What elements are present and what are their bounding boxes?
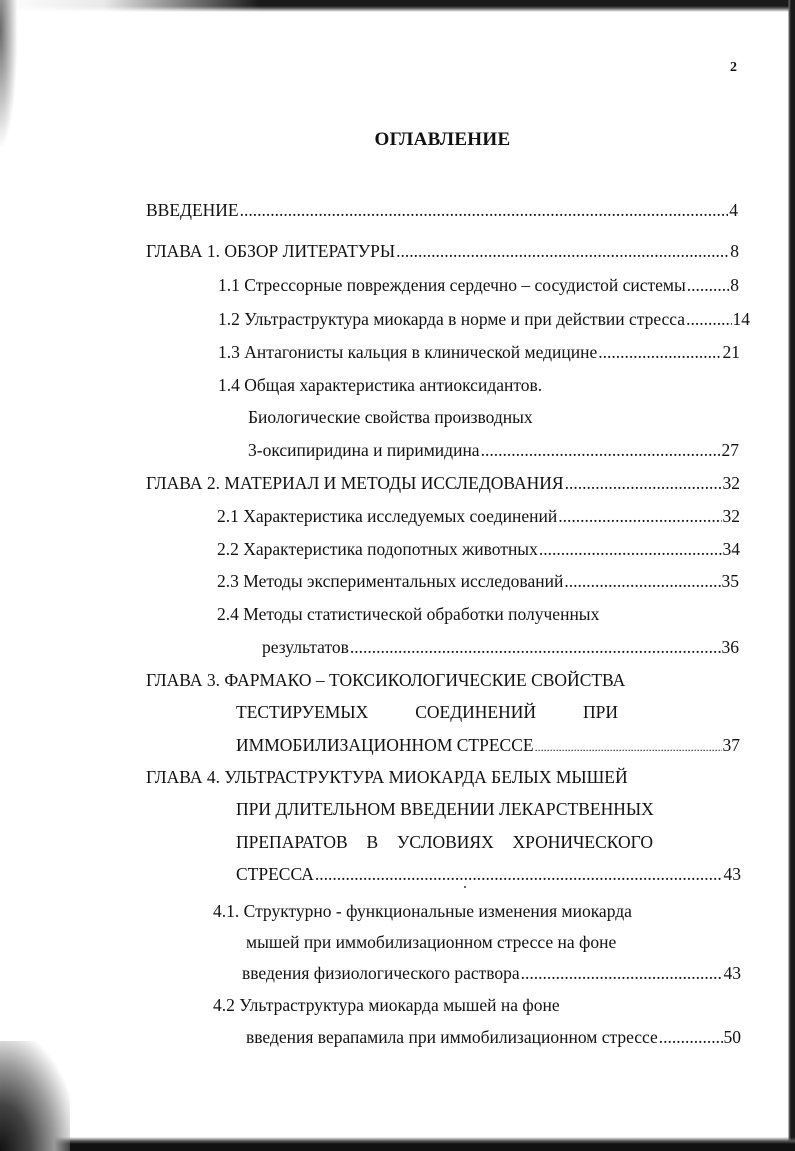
toc-leader-dots [564,570,720,592]
toc-entry-4-1-line-2[interactable]: мышей при иммобилизационном стрессе на фоне [246,932,617,952]
toc-leader-dots [687,274,729,296]
scan-edge-bottom [0,1137,795,1151]
toc-leader-dots [521,962,723,984]
toc-leader-dots [659,1026,723,1048]
toc-leader-dots [686,308,731,330]
toc-leader-dots [240,199,729,221]
toc-entry-text: 2.3 Методы экспериментальных исследований [217,571,564,591]
toc-leader-dots [539,538,722,560]
toc-page-number: 32 [722,506,740,526]
toc-entry-2-4-line-1[interactable]: 2.4 Методы статистической обработки полученных [217,604,600,624]
toc-page-number: 37 [722,735,740,755]
toc-entry-1-1[interactable] [218,274,739,296]
scan-shadow-left-bottom [0,1041,70,1151]
toc-entry-text: ВВЕДЕНИЕ [146,200,239,220]
toc-page-number: 36 [721,637,739,657]
toc-word: УСЛОВИЯХ [396,832,494,852]
toc-entry-text: введения физиологического раствора [242,963,520,983]
toc-entry-chapter-1[interactable] [146,240,739,262]
toc-leader-dots [558,505,721,527]
toc-entry-2-4-line-2[interactable] [262,636,739,658]
toc-page-number: 35 [721,571,739,591]
toc-page-number: 4 [729,200,738,220]
scan-shadow-left-top [0,0,18,150]
toc-entry-chapter-4-line-4[interactable] [236,863,741,885]
toc-entry-4-2-line-1[interactable]: 4.2 Ультраструктура миокарда мышей на фоне [213,995,560,1015]
toc-word: В [366,832,379,852]
toc-word: ПРИ [582,702,618,722]
toc-entry-text: ГЛАВА 2. МАТЕРИАЛ И МЕТОДЫ ИССЛЕДОВАНИЯ [146,473,564,493]
toc-leader-dots [565,472,722,494]
toc-word: ХРОНИЧЕСКОГО [512,832,653,852]
toc-entry-text: 3-оксипиридина и пиримидина [248,440,480,460]
toc-word: СОЕДИНЕНИЙ [415,702,537,722]
toc-page-number: 43 [723,864,741,884]
toc-entry-intro[interactable] [146,199,738,221]
toc-word: ПРЕПАРАТОВ [236,832,348,852]
toc-entry-1-3[interactable] [218,341,740,363]
toc-entry-2-1[interactable] [217,505,740,527]
toc-page-number: 8 [730,275,739,295]
toc-page-number: 14 [732,309,750,329]
toc-entry-2-2[interactable] [217,538,740,560]
toc-leader-dots [535,736,722,758]
toc-page-number: 27 [721,440,739,460]
toc-entry-chapter-3-line-1[interactable]: ГЛАВА 3. ФАРМАКО – ТОКСИКОЛОГИЧЕСКИЕ СВОЙСТВА [146,670,626,690]
scan-speck [464,886,466,888]
toc-page-number: 32 [722,473,740,493]
toc-entry-1-4-line-2[interactable]: Биологические свойства производных [248,407,533,427]
toc-entry-text: ГЛАВА 1. ОБЗОР ЛИТЕРАТУРЫ [146,241,396,261]
toc-entry-chapter-2[interactable] [146,472,740,494]
toc-entry-1-4-line-1[interactable]: 1.4 Общая характеристика антиоксидантов. [218,375,543,395]
toc-entry-1-4-line-3[interactable] [248,439,739,461]
toc-page-number: 50 [723,1027,741,1047]
toc-word: ТЕСТИРУЕМЫХ [236,702,369,722]
toc-entry-4-1-line-1[interactable]: 4.1. Структурно - функциональные изменения миокарда [213,901,632,921]
toc-entry-chapter-4-line-1[interactable]: ГЛАВА 4. УЛЬТРАСТРУКТУРА МИОКАРДА БЕЛЫХ МЫШЕЙ [146,767,628,787]
toc-entry-text: ИММОБИЛИЗАЦИОННОМ СТРЕССЕ [236,735,534,755]
page-title: ОГЛАВЛЕНИЕ [374,129,511,150]
toc-entry-text: СТРЕССА [236,864,314,884]
scan-edge-top-fade [0,0,260,40]
page-number: 2 [730,60,737,75]
toc-leader-dots [350,636,721,658]
scan-edge-right [788,0,795,1151]
toc-leader-dots [481,439,721,461]
toc-entry-text: результатов [262,637,349,657]
toc-page-number: 21 [722,342,740,362]
toc-leader-dots [315,863,723,885]
toc-entry-4-1-line-3[interactable] [242,962,741,984]
toc-entry-text: 2.1 Характеристика исследуемых соединений [217,506,558,526]
toc-page-number: 8 [730,241,739,261]
toc-entry-chapter-4-line-2[interactable]: ПРИ ДЛИТЕЛЬНОМ ВВЕДЕНИИ ЛЕКАРСТВЕННЫХ [236,799,654,819]
toc-page-number: 34 [722,539,740,559]
toc-entry-2-3[interactable] [217,570,739,592]
toc-entry-chapter-3-line-3[interactable] [236,734,740,758]
toc-leader-dots [598,341,721,363]
toc-entry-text: 1.2 Ультраструктура миокарда в норме и при действии стресса [218,309,686,329]
toc-entry-chapter-4-line-3[interactable] [236,831,653,853]
toc-entry-text: 1.3 Антагонисты кальция в клинической медицине [218,342,598,362]
toc-entry-4-2-line-2[interactable] [246,1026,741,1048]
toc-page-number: 43 [723,963,741,983]
toc-leader-dots [396,240,729,262]
toc-entry-1-2[interactable] [218,308,750,330]
toc-entry-text: 2.2 Характеристика подопотных животных [217,539,538,559]
toc-entry-text: 1.1 Стрессорные повреждения сердечно – сосудистой системы [218,275,686,295]
toc-entry-chapter-3-line-2[interactable] [236,701,618,723]
toc-entry-text: введения верапамила при иммобилизационном стрессе [246,1027,658,1047]
